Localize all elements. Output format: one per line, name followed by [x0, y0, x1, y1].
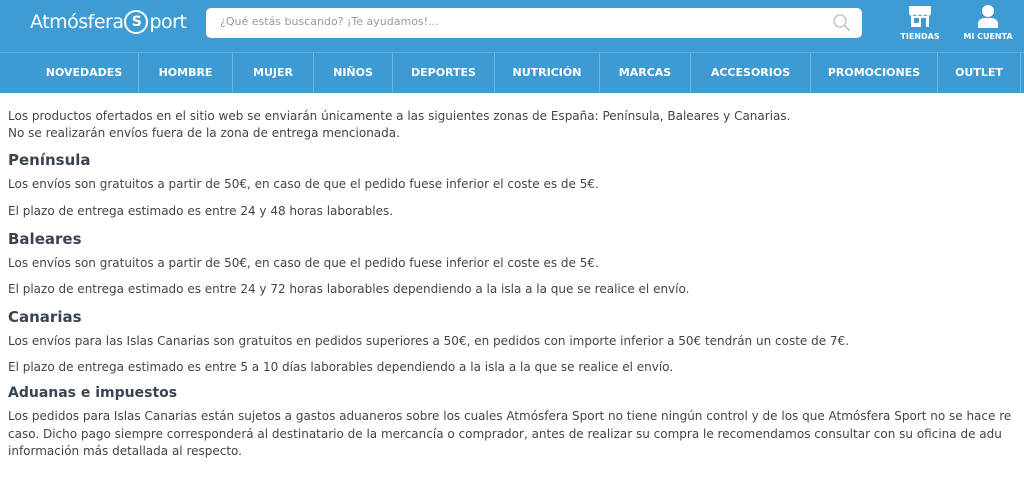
nav-item-outlet[interactable]: OUTLET — [955, 66, 1003, 79]
baleares-cost-text: Los envíos son gratuitos a partir de 50€, en caso de que el pedido fuese inferior el coste es de 5€. — [8, 256, 599, 270]
user-icon — [975, 4, 1001, 28]
nav-item-nutricion[interactable]: NUTRICIÓN — [512, 66, 582, 79]
intro-text-2: No se realizarán envíos fuera de la zona de entrega mencionada. — [8, 126, 400, 140]
nav-divider — [1020, 53, 1021, 93]
baleares-heading: Baleares — [8, 230, 82, 248]
header-bar — [0, 0, 1024, 52]
nav-item-deportes[interactable]: DEPORTES — [411, 66, 476, 79]
nav-item-accesorios[interactable]: ACCESORIOS — [710, 66, 791, 79]
stores-label: TIENDAS — [900, 32, 940, 41]
nav-item-mujer[interactable]: MUJER — [253, 66, 293, 79]
canarias-heading: Canarias — [8, 308, 82, 326]
aduanas-text-line-2: caso. Dicho pago siempre corresponderá al destinatario de la mercancía o comprador, antes de realizar su compra le recomendamos consultar con su oficina de adu — [8, 427, 1002, 441]
nav-item-marcas[interactable]: MARCAS — [618, 66, 672, 79]
intro-text-1: Los productos ofertados en el sitio web se enviarán únicamente a las siguientes zonas de España: Península, Baleares y Canarias. — [8, 109, 791, 123]
nav-item-promociones[interactable]: PROMOCIONES — [827, 66, 921, 79]
store-icon — [907, 4, 933, 28]
peninsula-cost-text: Los envíos son gratuitos a partir de 50€, en caso de que el pedido fuese inferior el coste es de 5€. — [8, 177, 599, 191]
logo-s-mark: S — [124, 10, 148, 34]
baleares-delivery-text: El plazo de entrega estimado es entre 24 y 72 horas laborables dependiendo a la isla a la que se realice el envío. — [8, 282, 690, 296]
aduanas-text-line-1: Los pedidos para Islas Canarias están sujetos a gastos aduaneros sobre los cuales Atmósfera Sport no tiene ningún control y de los que Atmósfera Sport no se hace re — [8, 409, 1012, 423]
canarias-delivery-text: El plazo de entrega estimado es entre 5 a 10 días laborables dependiendo a la isla a la que se realice el envío. — [8, 360, 674, 374]
site-logo[interactable] — [30, 10, 186, 34]
account-label: MI CUENTA — [963, 32, 1013, 41]
logo-text-right: port — [149, 11, 187, 33]
canarias-cost-text: Los envíos para las Islas Canarias son gratuitos en pedidos superiores a 50€, en pedidos con importe inferior a 50€ tendrán un coste de 7€. — [8, 334, 849, 348]
aduanas-heading: Aduanas e impuestos — [8, 385, 178, 401]
peninsula-heading: Península — [8, 151, 91, 169]
search-icon[interactable] — [832, 13, 852, 33]
search-box[interactable] — [206, 8, 862, 38]
account-button[interactable] — [953, 4, 1023, 41]
nav-item-ninos[interactable]: NIÑOS — [333, 66, 373, 79]
logo-text-left: Atmósfera — [30, 11, 124, 33]
aduanas-text-line-3: información más detallada al respecto. — [8, 444, 242, 458]
main-nav — [0, 52, 1024, 93]
peninsula-delivery-text: El plazo de entrega estimado es entre 24 y 48 horas laborables. — [8, 204, 394, 218]
nav-item-hombre[interactable]: HOMBRE — [158, 66, 213, 79]
stores-button[interactable] — [885, 4, 955, 41]
search-input[interactable] — [218, 14, 822, 29]
nav-item-novedades[interactable]: NOVEDADES — [45, 66, 123, 79]
